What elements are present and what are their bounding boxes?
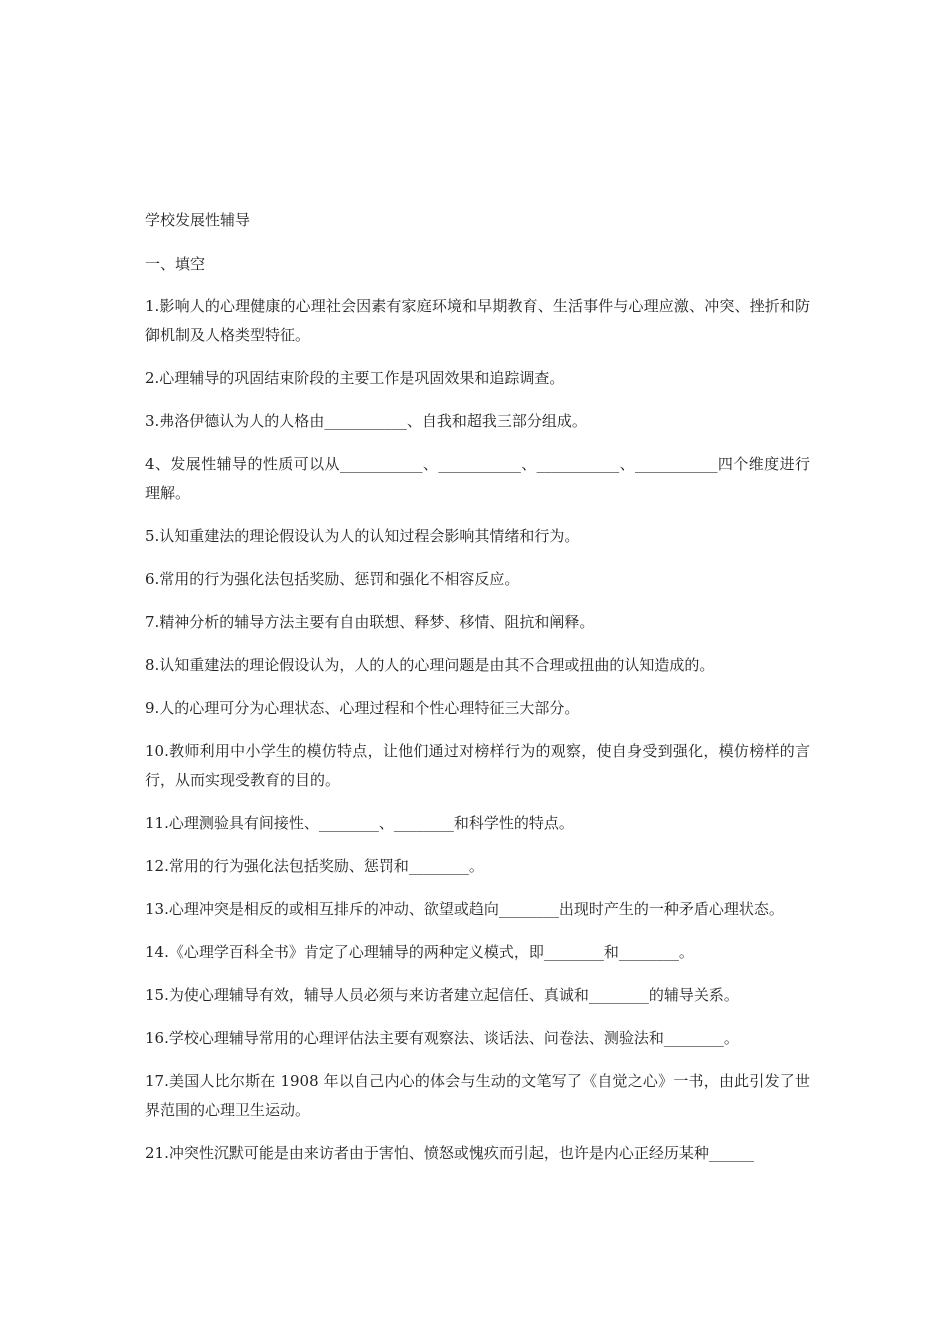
question-17: 17.美国人比尔斯在 1908 年以自己内心的体会与生动的文笔写了《自觉之心》一书，由此引发了世界范围的心理卫生运动。 — [145, 1072, 810, 1119]
question-6: 6.常用的行为强化法包括奖励、惩罚和强化不相容反应。 — [145, 570, 520, 588]
question-4: 4、发展性辅导的性质可以从___________、___________、___________、___________四个维度进行理解。 — [145, 455, 810, 502]
question-8: 8.认知重建法的理论假设认为，人的人的心理问题是由其不合理或扭曲的认知造成的。 — [145, 656, 715, 674]
question-7: 7.精神分析的辅导方法主要有自由联想、释梦、移情、阻抗和阐释。 — [145, 613, 595, 631]
document-title: 学校发展性辅导 — [145, 211, 251, 229]
question-14: 14.《心理学百科全书》肯定了心理辅导的两种定义模式，即________和________。 — [145, 943, 694, 961]
question-1: 1.影响人的心理健康的心理社会因素有家庭环境和早期教育、生活事件与心理应激、冲突、挫折和防御机制及人格类型特征。 — [145, 297, 810, 344]
document-page — [145, 206, 810, 1182]
question-16: 16.学校心理辅导常用的心理评估法主要有观察法、谈话法、问卷法、测验法和________。 — [145, 1029, 739, 1047]
question-12: 12.常用的行为强化法包括奖励、惩罚和________。 — [145, 857, 484, 875]
question-10: 10.教师利用中小学生的模仿特点，让他们通过对榜样行为的观察，使自身受到强化，模仿榜样的言行，从而实现受教育的目的。 — [145, 742, 810, 789]
question-13: 13.心理冲突是相反的或相互排斥的冲动、欲望或趋向________出现时产生的一种矛盾心理状态。 — [145, 900, 784, 918]
section-heading: 一、填空 — [145, 255, 206, 273]
question-15: 15.为使心理辅导有效，辅导人员必须与来访者建立起信任、真诚和________的辅导关系。 — [145, 986, 739, 1004]
question-11: 11.心理测验具有间接性、________、________和科学性的特点。 — [145, 814, 574, 832]
question-5: 5.认知重建法的理论假设认为人的认知过程会影响其情绪和行为。 — [145, 527, 580, 545]
question-3: 3.弗洛伊德认为人的人格由___________、自我和超我三部分组成。 — [145, 412, 587, 430]
question-9: 9.人的心理可分为心理状态、心理过程和个性心理特征三大部分。 — [145, 699, 580, 717]
question-2: 2.心理辅导的巩固结束阶段的主要工作是巩固效果和追踪调查。 — [145, 369, 565, 387]
question-21: 21.冲突性沉默可能是由来访者由于害怕、愤怒或愧疚而引起，也许是内心正经历某种______ — [145, 1144, 754, 1162]
